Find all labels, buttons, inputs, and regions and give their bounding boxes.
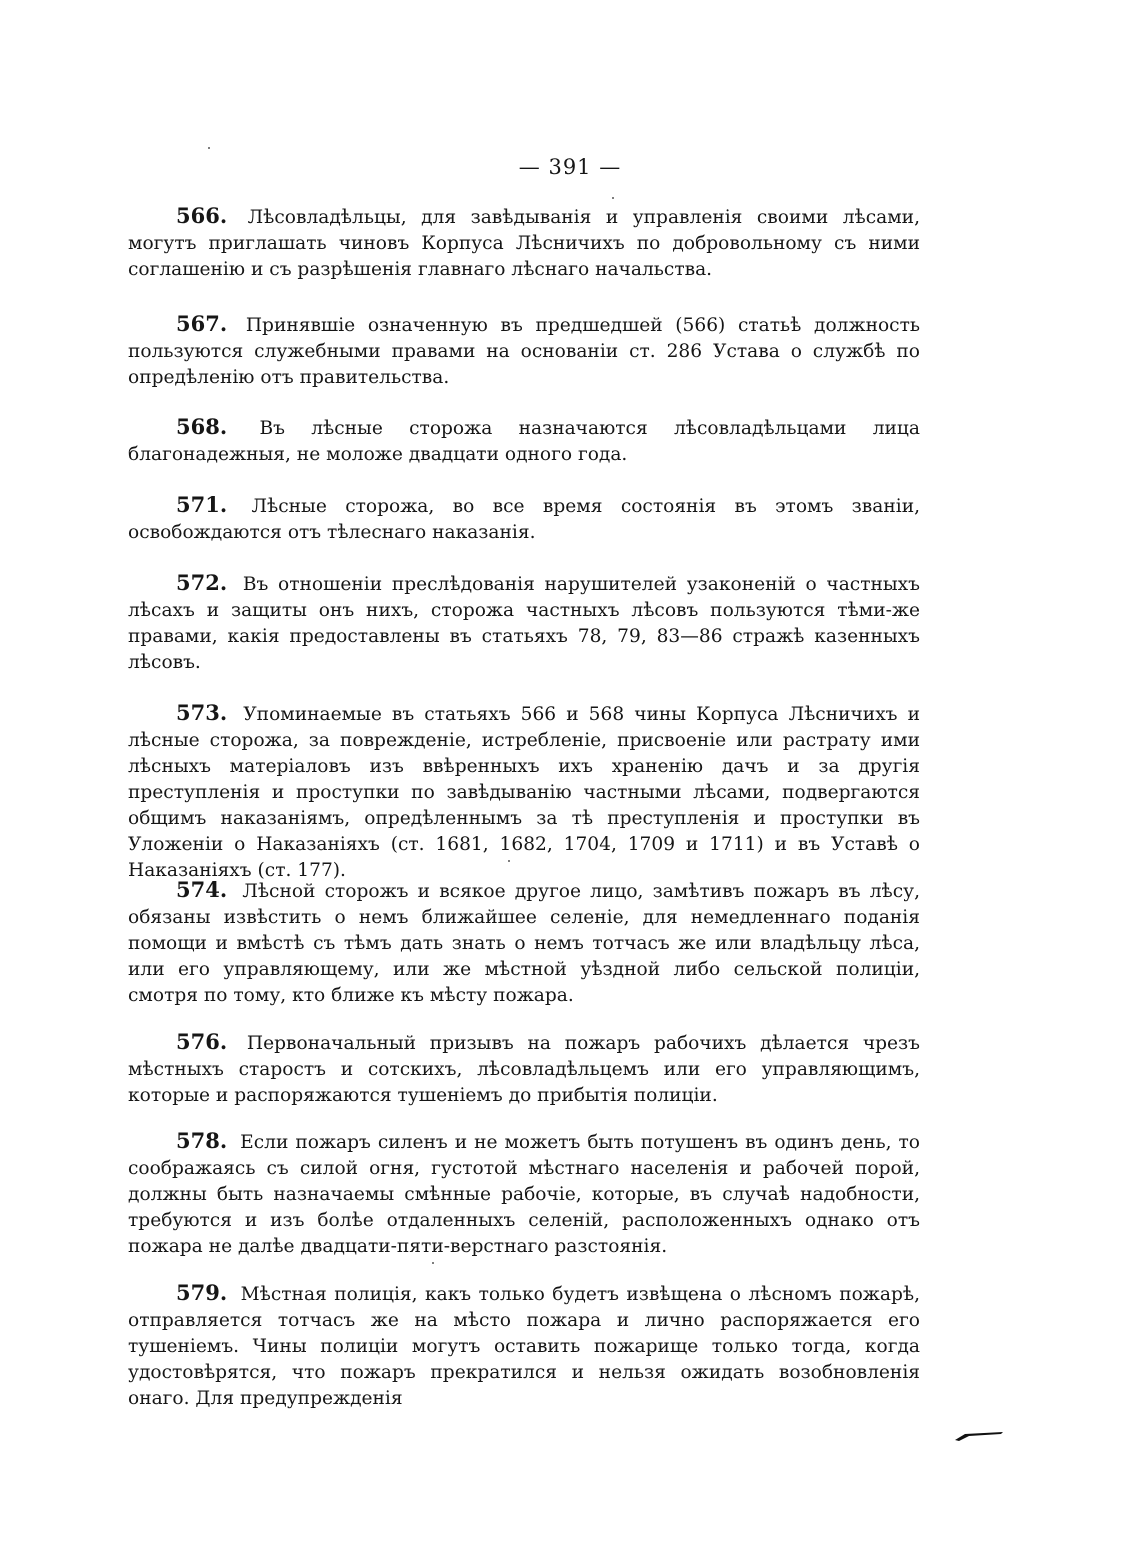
scan-speck xyxy=(208,147,210,149)
page-number: — 391 — xyxy=(518,155,622,179)
article-567 xyxy=(128,311,920,391)
article-text: Лѣсовладѣльцы, для завѣдыванія и управленія своими лѣсами, могутъ приглашать чиновъ Корпуса Лѣсничихъ по добровольному съ ними соглашенію и съ разрѣшенія главнаго лѣснаго начальства. xyxy=(128,207,920,280)
article-text: Въ лѣсные сторожа назначаются лѣсовладѣльцами лица благонадежныя, не моложе двадцати одного года. xyxy=(128,418,920,465)
article-578 xyxy=(128,1128,920,1260)
article-text: Лѣсные сторожа, во все время состоянія въ этомъ званіи, освобождаются отъ тѣлеснаго наказанія. xyxy=(128,496,920,543)
article-text: Упоминаемые въ статьяхъ 566 и 568 чины Корпуса Лѣсничихъ и лѣсные сторожа, за поврежденіе, истребленіе, присвоеніе или растрату ими лѣсныхъ матеріаловъ изъ ввѣренныхъ ихъ храненію дачъ и за другія преступленія и проступки по завѣдыванію частными лѣсами, подвергаются общимъ наказаніямъ, опредѣленнымъ за тѣ преступленія и проступки въ Уложеніи о Наказаніяхъ (ст. 1681, 1682, 1704, 1709 и 1711) и въ Уставѣ о Наказаніяхъ (ст. 177). xyxy=(128,704,920,881)
article-572 xyxy=(128,570,920,676)
scan-mark-icon xyxy=(955,1428,1003,1442)
article-number: 572. xyxy=(176,570,228,595)
article-text: Принявшіе означенную въ предшедшей (566) статьѣ должность пользуются служебными правами на основаніи ст. 286 Устава о службѣ по опредѣленію отъ правительства. xyxy=(128,315,920,388)
scan-speck xyxy=(612,197,614,199)
article-number: 571. xyxy=(176,492,228,517)
article-566 xyxy=(128,203,920,283)
article-number: 573. xyxy=(176,700,228,725)
scan-speck xyxy=(432,1262,434,1264)
article-text: Мѣстная полиція, какъ только будетъ извѣщена о лѣсномъ пожарѣ, отправляется тотчасъ же на мѣсто пожара и лично распоряжается его тушеніемъ. Чины полиціи могутъ оставить пожарище только тогда, когда удостовѣрятся, что пожаръ прекратился и нельзя ожидать возобновленія онаго. Для предупрежденія xyxy=(128,1284,921,1409)
article-text: Въ отношеніи преслѣдованія нарушителей узаконеній о частныхъ лѣсахъ и защиты онъ нихъ, сторожа частныхъ лѣсовъ пользуются тѣми-же правами, какія предоставлены въ статьяхъ 78, 79, 83—86 стражѣ казенныхъ лѣсовъ. xyxy=(128,574,920,673)
scan-speck xyxy=(508,860,510,862)
article-number: 578. xyxy=(176,1128,228,1153)
article-573 xyxy=(128,700,920,884)
article-number: 576. xyxy=(176,1029,228,1054)
article-number: 567. xyxy=(176,311,228,336)
article-number: 568. xyxy=(176,414,228,439)
article-571 xyxy=(128,492,920,546)
article-568 xyxy=(128,414,920,468)
article-579 xyxy=(128,1280,920,1412)
article-text: Первоначальный призывъ на пожаръ рабочихъ дѣлается чрезъ мѣстныхъ старостъ и сотскихъ, лѣсовладѣльцемъ или его управляющимъ, которые и распоряжаются тушеніемъ до прибытія полиціи. xyxy=(128,1033,920,1106)
article-576 xyxy=(128,1029,920,1109)
article-text: Лѣсной сторожъ и всякое другое лицо, замѣтивъ пожаръ въ лѣсу, обязаны извѣстить о немъ ближайшее селеніе, для немедленнаго поданія помощи и вмѣстѣ съ тѣмъ дать знать о немъ тотчасъ же или владѣльцу лѣса, или его управляющему, или же мѣстной уѣздной либо сельской полиціи, смотря по тому, кто ближе къ мѣсту пожара. xyxy=(128,881,920,1006)
article-574 xyxy=(128,877,920,1009)
article-number: 566. xyxy=(176,203,228,228)
article-text: Если пожаръ силенъ и не можетъ быть потушенъ въ одинъ день, то соображаясь съ силой огня, густотой мѣстнаго населенія и рабочей порой, должны быть назначаемы смѣнные рабочіе, которые, въ случаѣ надобности, требуются и изъ болѣе отдаленныхъ селеній, расположенныхъ однако отъ пожара не далѣе двадцати-пяти-верстнаго разстоянія. xyxy=(128,1132,920,1257)
article-number: 574. xyxy=(176,877,228,902)
article-number: 579. xyxy=(176,1280,228,1305)
